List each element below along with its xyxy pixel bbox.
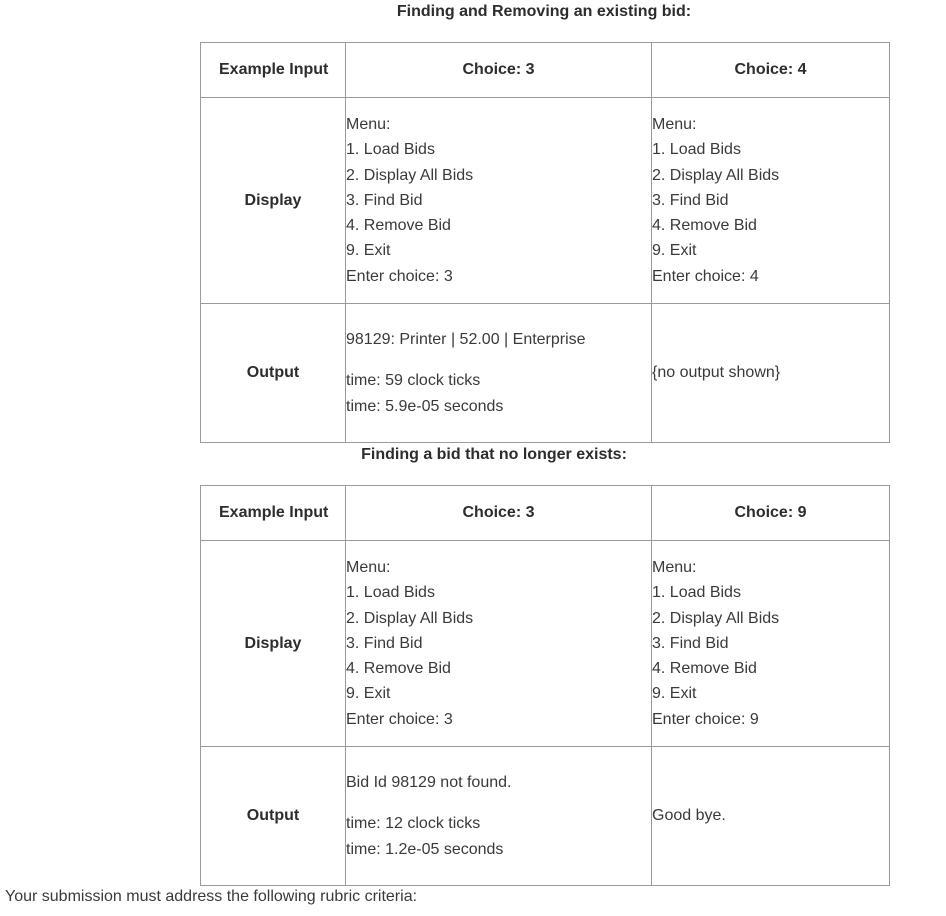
menu-line: Menu:	[346, 115, 391, 133]
menu-line: Menu:	[652, 115, 697, 133]
menu-line: 3. Find Bid	[652, 191, 729, 209]
menu-display-cell	[652, 98, 890, 304]
menu-line: 9. Exit	[346, 685, 391, 703]
output-ticks-line: time: 59 clock ticks	[346, 372, 481, 390]
output-cell	[652, 747, 890, 886]
menu-line: Menu:	[346, 558, 391, 576]
choice-column-header: Choice: 4	[652, 43, 890, 98]
menu-line: 4. Remove Bid	[346, 217, 451, 235]
menu-display-cell	[652, 541, 890, 747]
menu-line: 4. Remove Bid	[652, 660, 757, 678]
rubric-intro-text: Your submission must address the following rubric criteria:	[5, 888, 418, 905]
menu-line: 1. Load Bids	[346, 141, 435, 159]
menu-line: 4. Remove Bid	[652, 217, 757, 235]
output-row	[201, 304, 890, 443]
output-result-line: {no output shown}	[652, 364, 781, 382]
output-cell	[652, 304, 890, 443]
choice-column-header: Choice: 3	[346, 486, 652, 541]
output-row-label: Output	[201, 304, 346, 443]
output-seconds-line: time: 1.2e-05 seconds	[346, 840, 504, 858]
display-row	[201, 98, 890, 304]
menu-display-cell	[346, 98, 652, 304]
choice-column-header: Choice: 9	[652, 486, 890, 541]
menu-line: 3. Find Bid	[346, 634, 423, 652]
output-result-line: Good bye.	[652, 807, 726, 825]
display-row-label: Display	[201, 98, 346, 304]
output-row	[201, 747, 890, 886]
output-result-line: Bid Id 98129 not found.	[346, 774, 512, 792]
menu-line: 9. Exit	[652, 242, 697, 260]
menu-line: 2. Display All Bids	[346, 166, 474, 184]
menu-line: 4. Remove Bid	[346, 660, 451, 678]
table-header-row	[201, 43, 890, 98]
menu-line: 2. Display All Bids	[652, 609, 780, 627]
menu-line: 1. Load Bids	[652, 141, 741, 159]
output-result-line: 98129: Printer | 52.00 | Enterprise	[346, 331, 586, 349]
menu-line: Enter choice: 4	[652, 267, 759, 285]
menu-line: 2. Display All Bids	[652, 166, 780, 184]
menu-line: Menu:	[652, 558, 697, 576]
output-cell	[346, 747, 652, 886]
menu-line: Enter choice: 9	[652, 710, 759, 728]
section-heading-existing-bid: Finding and Removing an existing bid:	[396, 3, 692, 20]
menu-line: 1. Load Bids	[652, 584, 741, 602]
menu-line: 3. Find Bid	[346, 191, 423, 209]
menu-line: 2. Display All Bids	[346, 609, 474, 627]
output-cell	[346, 304, 652, 443]
example-table-missing-bid	[200, 485, 890, 886]
menu-display-cell	[346, 541, 652, 747]
menu-line: Enter choice: 3	[346, 710, 453, 728]
example-input-label: Example Input	[201, 486, 346, 541]
output-seconds-line: time: 5.9e-05 seconds	[346, 397, 504, 415]
display-row-label: Display	[201, 541, 346, 747]
menu-line: 1. Load Bids	[346, 584, 435, 602]
table-header-row	[201, 486, 890, 541]
display-row	[201, 541, 890, 747]
menu-line: 3. Find Bid	[652, 634, 729, 652]
menu-line: 9. Exit	[346, 242, 391, 260]
menu-line: 9. Exit	[652, 685, 697, 703]
output-row-label: Output	[201, 747, 346, 886]
section-heading-missing-bid: Finding a bid that no longer exists:	[361, 446, 627, 463]
output-ticks-line: time: 12 clock ticks	[346, 815, 481, 833]
example-input-label: Example Input	[201, 43, 346, 98]
example-table-existing-bid	[200, 42, 890, 443]
choice-column-header: Choice: 3	[346, 43, 652, 98]
menu-line: Enter choice: 3	[346, 267, 453, 285]
